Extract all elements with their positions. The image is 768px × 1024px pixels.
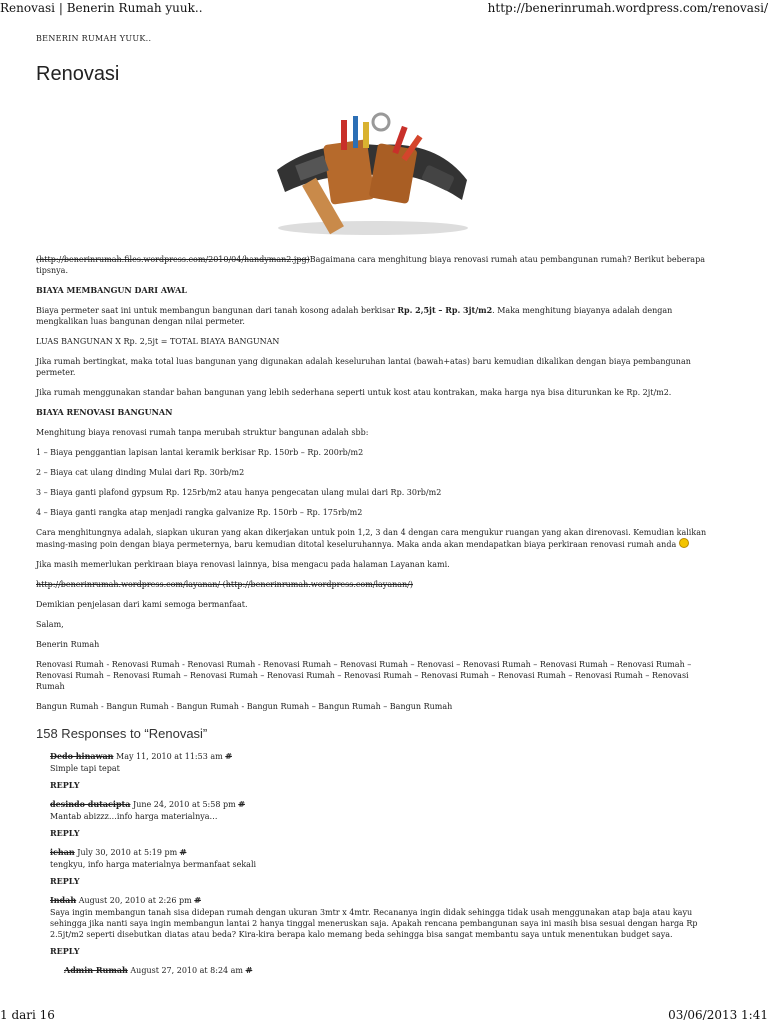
hero-image xyxy=(36,100,710,240)
comment-permalink[interactable]: # xyxy=(238,799,245,809)
paragraph-layanan: Jika masih memerlukan perkiraan biaya renovasi lainnya, bisa mengacu pada halaman Layanan kami. xyxy=(36,560,450,569)
tool-belt-illustration xyxy=(257,100,489,240)
heading-biaya-renovasi: BIAYA RENOVASI BANGUNAN xyxy=(36,407,173,417)
paragraph-biaya-awal xyxy=(36,305,710,327)
intro-text: Bagaimana cara menghitung biaya renovasi rumah atau pembangunan rumah? Berikut beberapa tipsnya. xyxy=(36,255,705,275)
comment xyxy=(50,751,710,791)
comment-text: Saya ingin membangun tanah sisa didepan rumah dengan ukuran 3mtr x 4mtr. Recananya ingin didak sehingga tidak usah menggunakan atap baja atau kayu sehingga jika nanti saya ingin membangun lantai 2 hanya tinggal meneruskan saja. Apakah rencana pembangunan saya ini masih bisa sesuai dengan harga Rp 2.5jt/m2 seperti disebutkan diatas atau beda? Kira-kira berapa kalo memang beda sehingga bisa sangat membantu saya untuk menentukan budget saya. xyxy=(50,908,698,939)
heading-biaya-awal: BIAYA MEMBANGUN DARI AWAL xyxy=(36,285,187,295)
print-header-title: Renovasi | Benerin Rumah yuuk.. xyxy=(0,1,203,15)
paragraph-closing: Demikian penjelasan dari kami semoga bermanfaat. xyxy=(36,600,248,609)
reply-button[interactable]: REPLY xyxy=(50,828,80,838)
paragraph-layanan-link xyxy=(36,579,710,590)
price-range: Rp. 2,5jt – Rp. 3jt/m2 xyxy=(397,305,493,315)
salutation: Salam, xyxy=(36,620,64,629)
comment-date[interactable]: June 24, 2010 at 5:58 pm xyxy=(132,800,236,809)
page-counter: 1 dari 16 xyxy=(0,1008,55,1022)
comment-meta xyxy=(50,751,710,762)
print-footer xyxy=(0,1006,768,1024)
paragraph-biaya-awal-a: Biaya permeter saat ini untuk membangun bangunan dari tanah kosong adalah berkisar xyxy=(36,306,398,315)
comment-meta xyxy=(64,965,710,976)
comment xyxy=(50,847,710,887)
comment-text: tengkyu, info harga materialnya bermanfaat sekali xyxy=(50,860,257,869)
list-item: 4 – Biaya ganti rangka atap menjadi rangka galvanize Rp. 150rb – Rp. 175rb/m2 xyxy=(36,508,363,517)
paragraph-renovasi-intro: Menghitung biaya renovasi rumah tanpa merubah struktur bangunan adalah sbb: xyxy=(36,428,369,437)
list-item: 2 – Biaya cat ulang dinding Mulai dari Rp. 30rb/m2 xyxy=(36,468,245,477)
paragraph-biaya-awal-c: . Maka menghitung biayanya adalah dengan mengkalikan luas bangunan dengan nilai permeter. xyxy=(36,306,673,326)
comment xyxy=(50,799,710,839)
paragraph-sederhana: Jika rumah menggunakan standar bahan bangunan yang lebih sederhana seperti untuk kost atau kontrakan, maka harga nya bisa diturunkan ke Rp. 2jt/m2. xyxy=(36,388,672,397)
blog-name[interactable]: BENERIN RUMAH YUUK.. xyxy=(36,34,152,43)
intro-paragraph xyxy=(36,254,710,276)
comment-author[interactable]: Admin Rumah xyxy=(64,965,128,975)
comment-permalink[interactable]: # xyxy=(179,847,187,857)
comment-permalink[interactable]: # xyxy=(194,895,201,905)
responses-heading: 158 Responses to “Renovasi” xyxy=(36,726,208,741)
print-header-url: http://benerinrumah.wordpress.com/renovasi/ xyxy=(487,1,768,15)
page-content xyxy=(36,34,710,984)
reply-button[interactable]: REPLY xyxy=(50,780,80,790)
comment-date[interactable]: August 27, 2010 at 8:24 am xyxy=(130,966,244,975)
comment-meta xyxy=(50,847,710,858)
comment-text: Mantab abizzz…info harga materialnya… xyxy=(50,812,218,821)
comment-meta xyxy=(50,799,710,810)
comment-author[interactable]: Dedo hinawan xyxy=(50,751,114,761)
comment-date[interactable]: August 20, 2010 at 2:26 pm xyxy=(78,896,192,905)
paragraph-bertingkat: Jika rumah bertingkat, maka total luas bangunan yang digunakan adalah keseluruhan lantai (bawah+atas) baru kemudian dikalikan dengan biaya pembangunan permeter. xyxy=(36,357,691,377)
list-item: 1 – Biaya penggantian lapisan lantai keramik berkisar Rp. 150rb – Rp. 200rb/m2 xyxy=(36,448,364,457)
signature: Benerin Rumah xyxy=(36,640,100,649)
comment-permalink[interactable]: # xyxy=(225,751,232,761)
comment-author[interactable]: desindo dutacipta xyxy=(50,799,131,809)
comment-text: Simple tapi tepat xyxy=(50,764,120,773)
formula: LUAS BANGUNAN X Rp. 2,5jt = TOTAL BIAYA BANGUNAN xyxy=(36,337,280,346)
keywords-renovasi: Renovasi Rumah - Renovasi Rumah - Renovasi Rumah - Renovasi Rumah – Renovasi Rumah – Renovasi – Renovasi Rumah – Renovasi Rumah – Renovasi Rumah – Renovasi Rumah – Renovasi Rumah – Renovasi Rumah – Renovasi Rumah – Renovasi Rumah – Renovasi Rumah – Renovasi Rumah – Renovasi Rumah – Renovasi Rumah xyxy=(36,660,692,691)
paragraph-cara-menghitung xyxy=(36,527,710,550)
reply-button[interactable]: REPLY xyxy=(50,946,80,956)
smiley-icon xyxy=(679,538,689,548)
comment-permalink[interactable]: # xyxy=(245,965,253,975)
reply-button[interactable]: REPLY xyxy=(50,876,80,886)
print-timestamp: 03/06/2013 1:41 xyxy=(668,1008,768,1022)
list-item: 3 – Biaya ganti plafond gypsum Rp. 125rb/m2 atau hanya pengecatan ulang mulai dari Rp. 30rb/m2 xyxy=(36,488,442,497)
paragraph-cara-text: Cara menghitungnya adalah, siapkan ukuran yang akan dikerjakan untuk poin 1,2, 3 dan 4 dengan cara mengukur ruangan yang akan direnovasi. Kemudian kalikan masing-masing poin dengan biaya permeternya, baru kemudian ditotal keseluruhannya. Maka anda akan mendapatkan biaya perkiraan renovasi rumah anda xyxy=(36,528,707,549)
comment-date[interactable]: May 11, 2010 at 11:53 am xyxy=(116,752,223,761)
keywords-bangun: Bangun Rumah - Bangun Rumah - Bangun Rumah - Bangun Rumah – Bangun Rumah – Bangun Rumah xyxy=(36,702,453,711)
comment xyxy=(50,895,710,957)
page-title: Renovasi xyxy=(36,63,120,85)
comment-meta xyxy=(50,895,710,906)
print-header xyxy=(0,0,768,16)
layanan-link[interactable]: http://benerinrumah.wordpress.com/layanan/ (http://benerinrumah.wordpress.com/layanan/) xyxy=(36,580,413,589)
article-body xyxy=(36,254,710,712)
image-link[interactable]: (http://benerinrumah.files.wordpress.com/2010/04/handyman2.jpg) xyxy=(36,255,310,264)
comment-author[interactable]: Indah xyxy=(50,895,77,905)
comment-date[interactable]: July 30, 2010 at 5:19 pm xyxy=(77,848,178,857)
comment-nested xyxy=(50,965,710,976)
comment-author[interactable]: ichan xyxy=(50,847,75,857)
comment-list xyxy=(36,751,710,976)
